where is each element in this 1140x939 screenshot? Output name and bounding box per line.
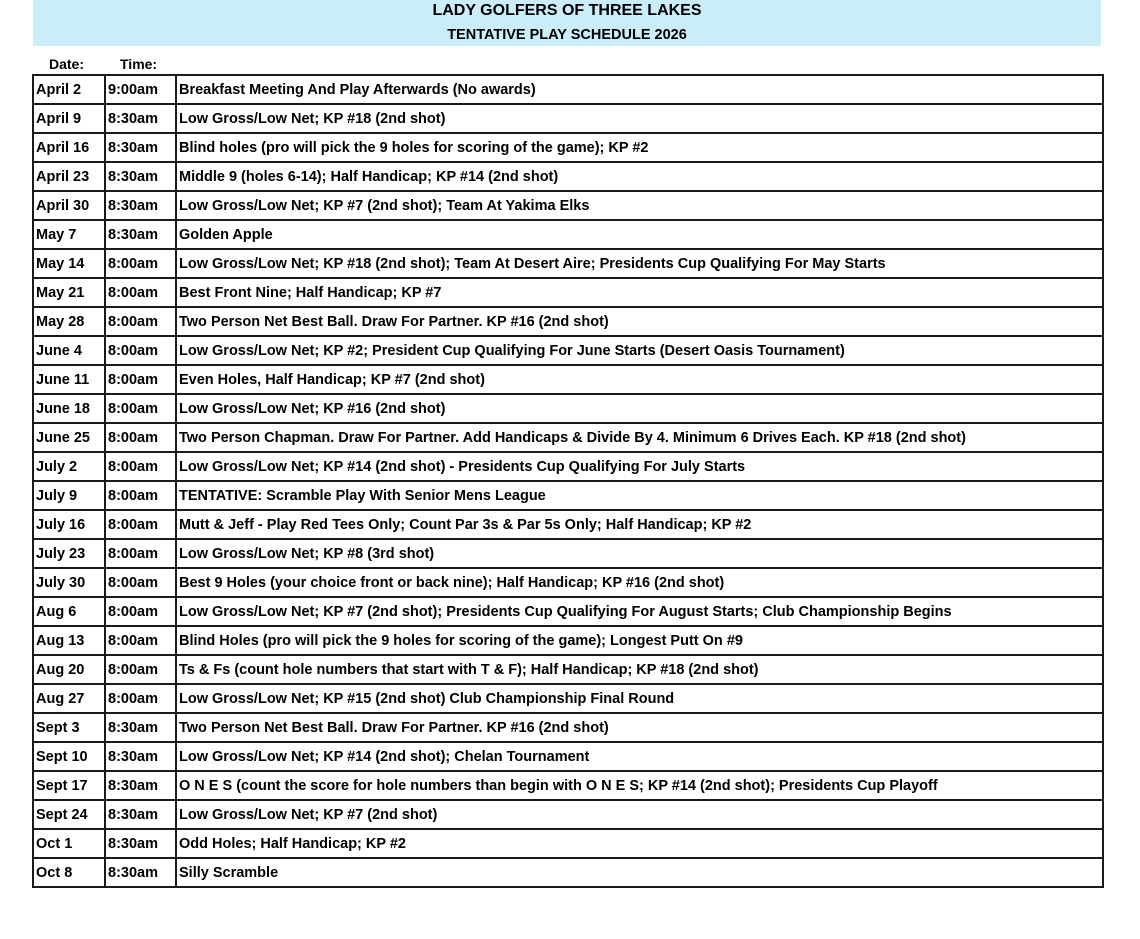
event-cell: Best 9 Holes (your choice front or back nine); Half Handicap; KP #16 (2nd shot) (176, 568, 1103, 597)
date-cell: June 4 (33, 336, 105, 365)
event-cell: Mutt & Jeff - Play Red Tees Only; Count Par 3s & Par 5s Only; Half Handicap; KP #2 (176, 510, 1103, 539)
date-cell: Aug 27 (33, 684, 105, 713)
event-cell: Best Front Nine; Half Handicap; KP #7 (176, 278, 1103, 307)
date-cell: May 28 (33, 307, 105, 336)
schedule-body (33, 75, 1103, 887)
table-row (33, 568, 1103, 597)
time-cell: 8:30am (105, 162, 176, 191)
table-row (33, 336, 1103, 365)
time-cell: 8:00am (105, 481, 176, 510)
date-cell: April 30 (33, 191, 105, 220)
time-cell: 8:30am (105, 220, 176, 249)
date-cell: May 14 (33, 249, 105, 278)
page-subtitle: TENTATIVE PLAY SCHEDULE 2026 (447, 27, 687, 43)
table-row (33, 655, 1103, 684)
date-cell: April 9 (33, 104, 105, 133)
time-cell: 8:00am (105, 336, 176, 365)
time-cell: 8:00am (105, 249, 176, 278)
event-cell: Low Gross/Low Net; KP #14 (2nd shot) - Presidents Cup Qualifying For July Starts (176, 452, 1103, 481)
date-cell: Oct 8 (33, 858, 105, 887)
time-cell: 8:30am (105, 800, 176, 829)
table-row (33, 423, 1103, 452)
date-cell: April 2 (33, 75, 105, 104)
date-cell: June 11 (33, 365, 105, 394)
event-cell: Low Gross/Low Net; KP #7 (2nd shot); Presidents Cup Qualifying For August Starts; Club Championship Begins (176, 597, 1103, 626)
time-cell: 8:00am (105, 539, 176, 568)
table-row (33, 452, 1103, 481)
event-cell: Blind Holes (pro will pick the 9 holes for scoring of the game); Longest Putt On #9 (176, 626, 1103, 655)
time-cell: 8:30am (105, 133, 176, 162)
page-title: LADY GOLFERS OF THREE LAKES (432, 2, 702, 19)
event-cell: Low Gross/Low Net; KP #15 (2nd shot) Club Championship Final Round (176, 684, 1103, 713)
event-cell: Two Person Chapman. Draw For Partner. Add Handicaps & Divide By 4. Minimum 6 Drives Each. KP #18 (2nd shot) (176, 423, 1103, 452)
table-row (33, 249, 1103, 278)
event-cell: Odd Holes; Half Handicap; KP #2 (176, 829, 1103, 858)
time-cell: 9:00am (105, 75, 176, 104)
time-cell: 8:00am (105, 394, 176, 423)
date-cell: Aug 20 (33, 655, 105, 684)
time-cell: 8:00am (105, 568, 176, 597)
table-row (33, 742, 1103, 771)
event-cell: Low Gross/Low Net; KP #14 (2nd shot); Chelan Tournament (176, 742, 1103, 771)
date-cell: Sept 10 (33, 742, 105, 771)
date-cell: April 23 (33, 162, 105, 191)
table-row (33, 133, 1103, 162)
table-row (33, 365, 1103, 394)
event-cell: Ts & Fs (count hole numbers that start with T & F); Half Handicap; KP #18 (2nd shot) (176, 655, 1103, 684)
time-cell: 8:30am (105, 713, 176, 742)
date-cell: Oct 1 (33, 829, 105, 858)
table-row (33, 394, 1103, 423)
time-cell: 8:30am (105, 858, 176, 887)
column-header-time: Time: (120, 56, 158, 72)
time-cell: 8:30am (105, 191, 176, 220)
date-cell: Aug 13 (33, 626, 105, 655)
event-cell: O N E S (count the score for hole numbers than begin with O N E S; KP #14 (2nd shot); Presidents Cup Playoff (176, 771, 1103, 800)
time-cell: 8:00am (105, 307, 176, 336)
date-cell: July 16 (33, 510, 105, 539)
time-cell: 8:00am (105, 510, 176, 539)
event-cell: Low Gross/Low Net; KP #8 (3rd shot) (176, 539, 1103, 568)
date-cell: Aug 6 (33, 597, 105, 626)
event-cell: Blind holes (pro will pick the 9 holes for scoring of the game); KP #2 (176, 133, 1103, 162)
header-band (33, 0, 1101, 46)
time-cell: 8:00am (105, 365, 176, 394)
table-row (33, 162, 1103, 191)
time-cell: 8:30am (105, 742, 176, 771)
table-row (33, 75, 1103, 104)
date-cell: July 9 (33, 481, 105, 510)
table-row (33, 684, 1103, 713)
table-row (33, 510, 1103, 539)
date-cell: June 25 (33, 423, 105, 452)
event-cell: TENTATIVE: Scramble Play With Senior Mens League (176, 481, 1103, 510)
time-cell: 8:00am (105, 597, 176, 626)
event-cell: Low Gross/Low Net; KP #18 (2nd shot); Team At Desert Aire; Presidents Cup Qualifying For May Starts (176, 249, 1103, 278)
event-cell: Two Person Net Best Ball. Draw For Partner. KP #16 (2nd shot) (176, 307, 1103, 336)
table-row (33, 104, 1103, 133)
event-cell: Middle 9 (holes 6-14); Half Handicap; KP #14 (2nd shot) (176, 162, 1103, 191)
event-cell: Breakfast Meeting And Play Afterwards (No awards) (176, 75, 1103, 104)
event-cell: Low Gross/Low Net; KP #16 (2nd shot) (176, 394, 1103, 423)
event-cell: Low Gross/Low Net; KP #18 (2nd shot) (176, 104, 1103, 133)
time-cell: 8:00am (105, 452, 176, 481)
time-cell: 8:30am (105, 104, 176, 133)
schedule-table (32, 74, 1104, 888)
time-cell: 8:00am (105, 655, 176, 684)
table-row (33, 191, 1103, 220)
date-cell: June 18 (33, 394, 105, 423)
event-cell: Silly Scramble (176, 858, 1103, 887)
date-cell: July 30 (33, 568, 105, 597)
event-cell: Even Holes, Half Handicap; KP #7 (2nd shot) (176, 365, 1103, 394)
table-row (33, 829, 1103, 858)
date-cell: April 16 (33, 133, 105, 162)
date-cell: Sept 3 (33, 713, 105, 742)
table-row (33, 481, 1103, 510)
event-cell: Low Gross/Low Net; KP #7 (2nd shot); Team At Yakima Elks (176, 191, 1103, 220)
time-cell: 8:30am (105, 829, 176, 858)
column-header-date: Date: (49, 56, 85, 72)
table-row (33, 220, 1103, 249)
event-cell: Low Gross/Low Net; KP #7 (2nd shot) (176, 800, 1103, 829)
time-cell: 8:00am (105, 626, 176, 655)
date-cell: Sept 24 (33, 800, 105, 829)
table-row (33, 771, 1103, 800)
event-cell: Low Gross/Low Net; KP #2; President Cup Qualifying For June Starts (Desert Oasis Tournament) (176, 336, 1103, 365)
time-cell: 8:00am (105, 423, 176, 452)
event-cell: Two Person Net Best Ball. Draw For Partner. KP #16 (2nd shot) (176, 713, 1103, 742)
table-row (33, 597, 1103, 626)
time-cell: 8:00am (105, 684, 176, 713)
event-cell: Golden Apple (176, 220, 1103, 249)
date-cell: May 21 (33, 278, 105, 307)
table-row (33, 800, 1103, 829)
time-cell: 8:00am (105, 278, 176, 307)
date-cell: July 23 (33, 539, 105, 568)
table-row (33, 858, 1103, 887)
date-cell: July 2 (33, 452, 105, 481)
date-cell: May 7 (33, 220, 105, 249)
table-row (33, 539, 1103, 568)
time-cell: 8:30am (105, 771, 176, 800)
table-row (33, 626, 1103, 655)
date-cell: Sept 17 (33, 771, 105, 800)
table-row (33, 307, 1103, 336)
table-row (33, 713, 1103, 742)
table-row (33, 278, 1103, 307)
